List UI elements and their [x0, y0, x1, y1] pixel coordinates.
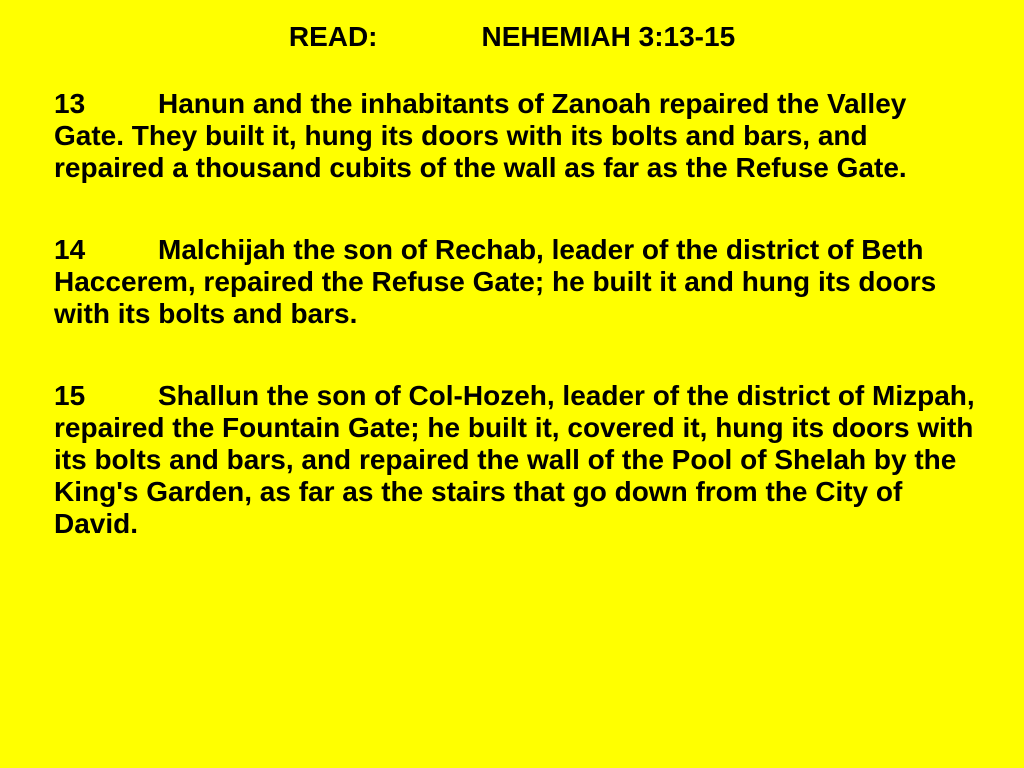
title-label: READ:	[288, 21, 378, 52]
verse-number: 13	[54, 88, 86, 119]
verse-list	[54, 88, 984, 590]
verse-text: Hanun and the inhabitants of Zanoah repaired the Valley Gate. They built it, hung its doors with its bolts and bars, and repaired a thousand cubits of the wall as far as the Refuse Gate.	[54, 88, 907, 183]
verse-number: 14	[54, 234, 86, 265]
verse-number: 15	[54, 380, 86, 411]
title-reference: NEHEMIAH 3:13-15	[481, 21, 736, 52]
verse-14	[54, 234, 984, 330]
verse-13	[54, 88, 984, 184]
verse-15	[54, 380, 984, 540]
verse-text: Shallun the son of Col-Hozeh, leader of the district of Mizpah, repaired the Fountain Gate; he built it, covered it, hung its doors with its bolts and bars, and repaired the wall of the Pool of Shelah by the King's Garden, as far as the stairs that go down from the City of David.	[54, 380, 975, 539]
slide-title	[0, 20, 1024, 54]
verse-text: Malchijah the son of Rechab, leader of the district of Beth Haccerem, repaired the Refuse Gate; he built it and hung its doors with its bolts and bars.	[54, 234, 937, 329]
